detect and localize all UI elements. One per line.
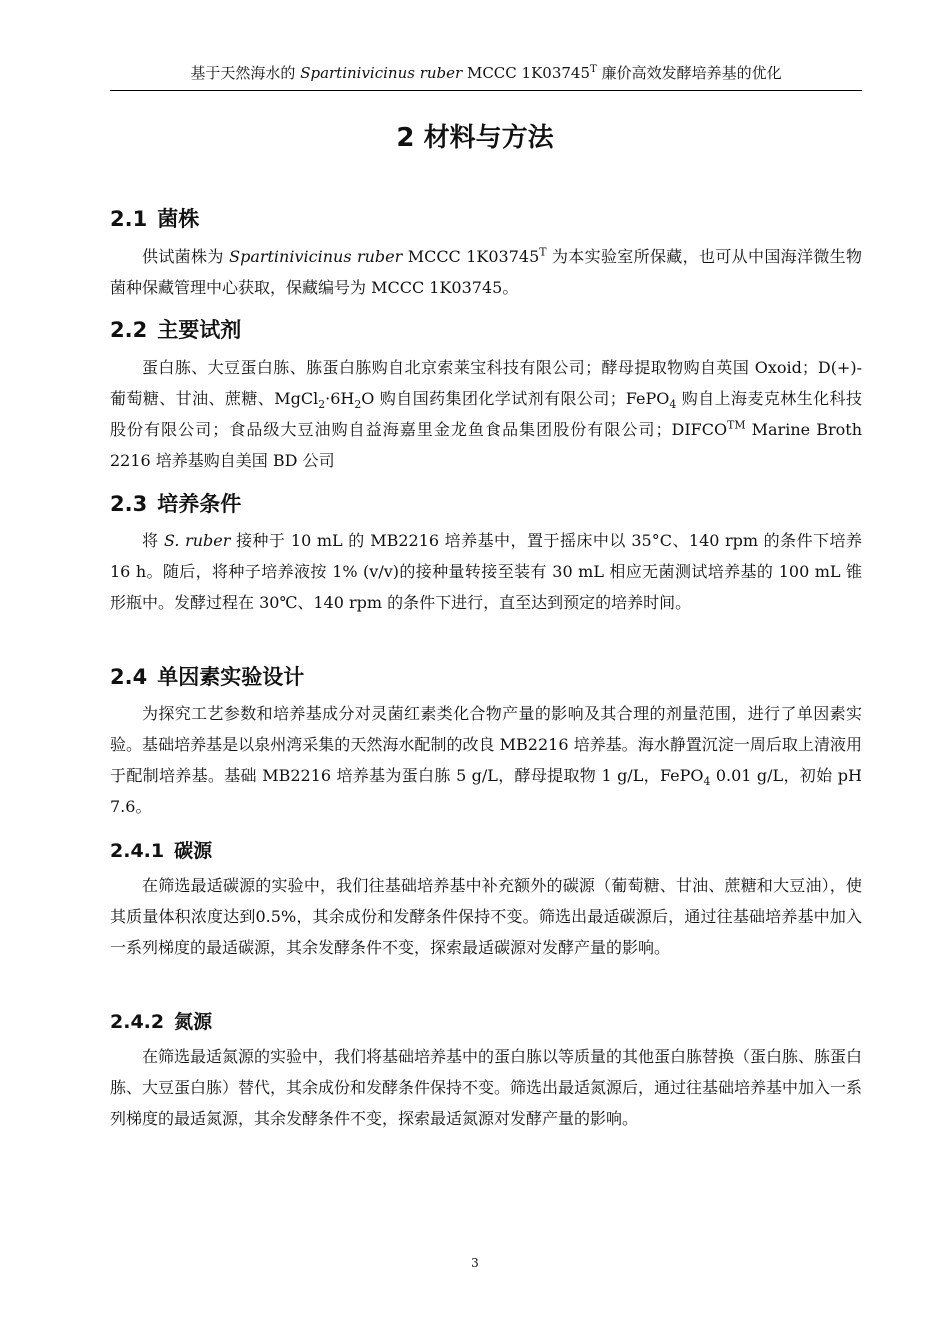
header-text-after: 廉价高效发酵培养基的优化 [596,64,782,82]
section-number: 2.2 [110,318,148,342]
section-title: 单因素实验设计 [157,665,305,689]
header-strain-superscript: T [590,64,597,75]
section-2-4-1-heading [110,836,212,866]
text-run: 供试菌株为 [142,247,230,266]
section-title: 主要试剂 [157,318,242,342]
section-2-2-heading [110,315,241,345]
text-run: ·6H [325,389,355,408]
section-title: 氮源 [174,1011,213,1033]
text-run: 接种于 10 mL 的 MB2216 培养基中，置于摇床中以 35°C、140 rpm 的条件下培养 16 h。随后，将种子培养液按 1% (v/v)的接种量转接至装有 30 mL 相应无菌测试培养基的 100 mL 锥形瓶中。发酵过程在 30℃、140 rpm 的条件下进行，直至达到预定的培养时间。 [110,531,863,612]
section-title: 培养条件 [157,492,242,516]
page-number: 3 [471,1256,479,1270]
header-text-before: 基于天然海水的 [190,64,301,82]
section-2-4-2-paragraph: 在筛选最适氮源的实验中，我们将基础培养基中的蛋白胨以等质量的其他蛋白胨替换（蛋白胨、胨蛋白胨、大豆蛋白胨）替代，其余成份和发酵条件保持不变。筛选出最适氮源后，通过往基础培养基中加入一系列梯度的最适氮源，其余发酵条件不变，探索最适氮源对发酵产量的影响。 [110,1047,863,1128]
text-run: 蛋白胨、大豆蛋白胨、胨蛋白胨购自北京索莱宝科技有限公司；酵母提取物购自英国 Oxoid；D(+)-葡萄糖、甘油、蔗糖、MgCl [110,358,862,408]
superscript: T [539,245,547,259]
chapter-title: 2 材料与方法 [396,123,554,153]
header-rule [110,90,862,91]
section-2-4-1-paragraph: 在筛选最适碳源的实验中，我们往基础培养基中补充额外的碳源（葡萄糖、甘油、蔗糖和大豆油），使其质量体积浓度达到0.5%，其余成份和发酵条件保持不变。筛选出最适碳源后，通过往基础培养基中加入一系列梯度的最适碳源，其余发酵条件不变，探索最适碳源对发酵产量的影响。 [110,876,862,957]
running-header [110,62,862,84]
section-2-1-heading [110,204,199,234]
text-run: 购自上海麦克林生化科技股份有限公司；食品级大豆油购自益海嘉里金龙鱼食品集团股份有限公司；DIFCO [110,389,862,439]
text-run: 将 [142,531,165,550]
header-strain: MCCC 1K03745 [462,64,590,82]
section-title: 碳源 [174,840,213,862]
text-run: 0.01 g/L，初始 pH 7.6。 [110,766,862,816]
section-2-4-2-heading [110,1007,212,1037]
subscript: 2 [354,398,362,412]
section-number: 2.4 [110,665,148,689]
subscript: 2 [318,398,326,412]
section-2-3-paragraph [110,525,862,618]
superscript: TM [727,418,746,432]
subscript: 4 [669,398,677,412]
header-species-name: Spartinivicinus ruber [300,64,463,82]
section-number: 2.4.2 [110,1011,165,1033]
subscript: 4 [703,775,711,789]
text-run: 为本实验室所保藏，也可从中国海洋微生物菌种保藏管理中心获取，保藏编号为 MCCC 1K03745。 [110,247,863,297]
section-number: 2.1 [110,207,148,231]
section-2-4-paragraph [110,698,862,822]
text-run: Marine Broth 2216 培养基购自美国 BD 公司 [110,420,862,470]
section-2-3-heading [110,489,241,519]
section-2-4-heading [110,662,304,692]
section-title: 菌株 [157,207,200,231]
species-name: Spartinivicinus ruber [229,247,403,266]
text-run: O 购自国药集团化学试剂有限公司；FePO [361,389,670,408]
text-run: MCCC 1K03745 [402,247,540,266]
text-run: 为探究工艺参数和培养基成分对灵菌红素类化合物产量的影响及其合理的剂量范围，进行了单因素实验。基础培养基是以泉州湾采集的天然海水配制的改良 MB2216 培养基。海水静置沉淀一周后取上清液用于配制培养基。基础 MB2216 培养基为蛋白胨 5 g/L，酵母提取物 1 g/L，FePO [110,704,862,785]
species-name: S. ruber [164,531,231,550]
section-number: 2.3 [110,492,148,516]
section-2-1-paragraph [110,241,862,303]
section-2-2-paragraph [110,352,862,476]
section-number: 2.4.1 [110,840,165,862]
